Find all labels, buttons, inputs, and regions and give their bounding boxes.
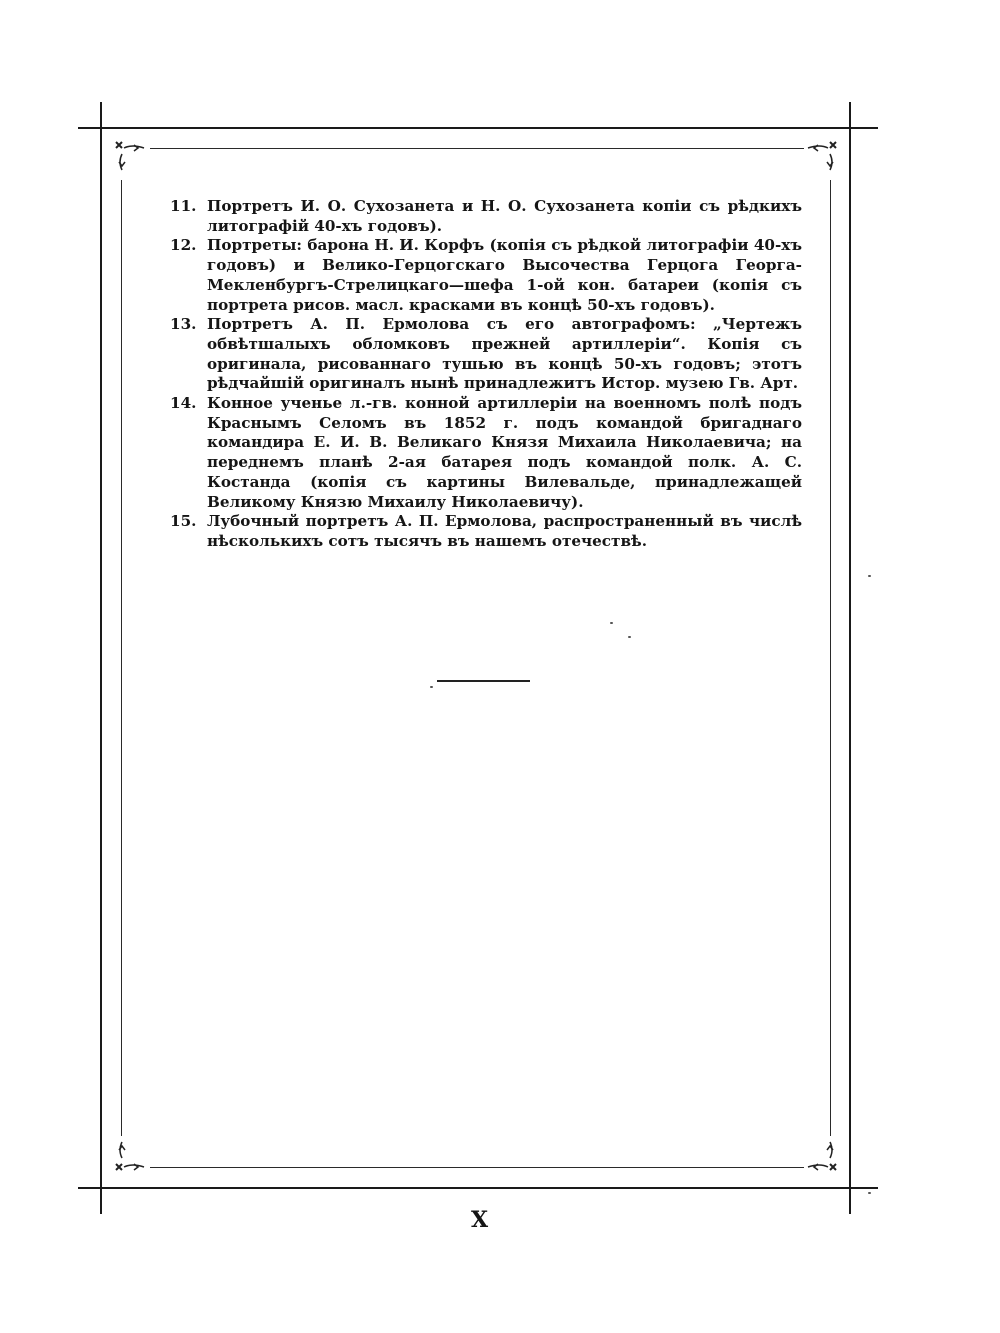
list-item	[170, 512, 802, 551]
entry-number: 15.	[170, 512, 197, 531]
entry-number: 14.	[170, 394, 197, 413]
entry-text: Конное ученье л.-гв. конной артиллеріи на военномъ полѣ подъ Краснымъ Селомъ въ 1852 г. подъ командой бригаднаго командира Е. И. В. Великаго Князя Михаила Николаевича; на переднемъ планѣ 2-ая батарея подъ командой полк. А. С. Костанда (копія съ картины Вилевальде, принадлежащей Великому Князю Михаилу Николаевичу).	[207, 394, 802, 511]
print-speck	[868, 575, 871, 577]
print-speck	[868, 1192, 871, 1194]
print-speck	[610, 622, 613, 624]
print-speck	[430, 686, 433, 688]
list-item	[170, 197, 802, 236]
entry-text: Портретъ А. П. Ермолова съ его автографомъ: „Чертежъ обвѣтшалыхъ обломковъ прежней артиллеріи“. Копія съ оригинала, рисованнаго тушью въ концѣ 50-хъ годовъ; этотъ рѣдчайшій оригиналъ нынѣ принадлежитъ Истор. музею Гв. Арт.	[207, 315, 802, 393]
corner-flourish-icon	[112, 1140, 146, 1174]
entry-text: Портреты: барона Н. И. Корфъ (копія съ рѣдкой литографіи 40-хъ годовъ) и Велико-Герцогскаго Высочества Герцога Георга-Мекленбургъ-Стрелицкаго—шефа 1-ой кон. батареи (копія съ портрета рисов. масл. красками въ концѣ 50-хъ годовъ).	[207, 236, 802, 314]
corner-flourish-icon	[806, 138, 840, 172]
corner-flourish-icon	[112, 138, 146, 172]
page-number: X	[470, 1207, 490, 1233]
frame-left-line	[121, 180, 122, 1136]
corner-flourish-icon	[806, 1140, 840, 1174]
frame-bottom-line	[150, 1167, 804, 1168]
top-rule	[78, 127, 878, 129]
list-item	[170, 394, 802, 512]
left-rule	[100, 102, 102, 1214]
list-item	[170, 315, 802, 394]
list-item	[170, 236, 802, 315]
entry-number: 13.	[170, 315, 197, 334]
entry-text: Лубочный портретъ А. П. Ермолова, распространенный въ числѣ нѣсколькихъ сотъ тысячъ въ нашемъ отечествѣ.	[207, 512, 802, 550]
section-divider	[437, 680, 530, 682]
right-rule	[849, 102, 851, 1214]
entry-number: 12.	[170, 236, 197, 255]
frame-top-line	[150, 148, 804, 149]
bottom-rule	[78, 1187, 878, 1189]
entry-text: Портретъ И. О. Сухозанета и Н. О. Сухозанета копіи съ рѣдкихъ литографій 40-хъ годовъ).	[207, 197, 802, 235]
entry-number: 11.	[170, 197, 197, 215]
print-speck	[628, 636, 631, 638]
frame-right-line	[830, 180, 831, 1136]
illustration-list	[170, 197, 802, 552]
